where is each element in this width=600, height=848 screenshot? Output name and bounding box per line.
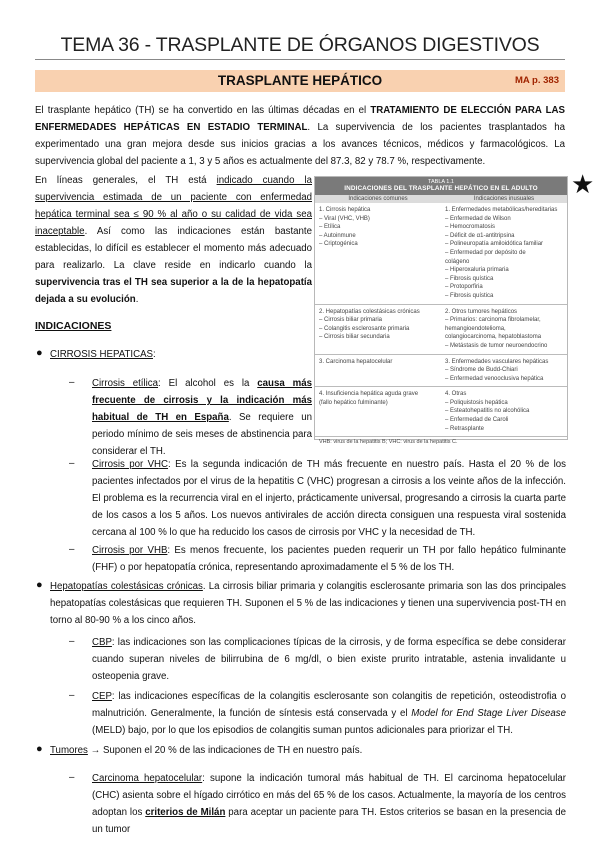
- table-number: TABLA 1.1: [428, 179, 454, 185]
- dash: –: [69, 377, 75, 388]
- dash: –: [69, 458, 75, 469]
- table-cell-right: 2. Otros tumores hepáticos – Primarios: carcinoma fibrolamelar, hemangioendotelioma, colangiocarcinoma, hepatoblastoma – Metástasis de tumor neuroendocrino: [445, 308, 548, 349]
- cirrosis-etilica-item: [92, 375, 312, 460]
- tumores-text: → Suponen el 20 % de las indicaciones de TH en nuestro país.: [87, 745, 363, 756]
- title-divider: [35, 59, 565, 60]
- bullet-dot: ●: [36, 579, 43, 591]
- chc-bold: criterios de Milán: [145, 807, 226, 818]
- dash: –: [69, 690, 75, 701]
- section-title: TRASPLANTE HEPÁTICO: [217, 73, 383, 88]
- p2-text: En líneas generales, el TH está: [35, 175, 217, 186]
- cep-text: : las indicaciones específicas de la colangitis esclerosante son colangitis de repetición, osteodistrofia o malnutrición. Generalmente, la función de síntesis está conservada y el: [92, 691, 566, 719]
- chc-label: Carcinoma hepatocelular: [92, 773, 203, 784]
- cirrosis-label: CIRROSIS HEPATICAS: [50, 349, 153, 360]
- table-row: [315, 305, 567, 355]
- vhc-text: : Es la segunda indicación de TH más frecuente en nuestro país. Hasta el 20 % de los pacientes infectados por el virus de la hepatitis C (VHC) progresan a cirrosis a los veinte años de la infección. El problema es la recurrencia viral en el injerto, prácticamente universal, progresando a cirrosis la cuarta parte de los casos a los 5 años. Los nuevos antivirales de acción directa consiguen una respuesta viral sostenida cercana al 100 % lo que ha reducido los casos de cirrosis por VHC y la necesidad de TH.: [92, 459, 566, 538]
- table-row: [315, 387, 567, 437]
- etilica-bold: causa más frecuente de cirrosis y la indicación más habitual de TH en España: [92, 378, 312, 423]
- intro-bold: TRATAMIENTO DE ELECCIÓN PARA LAS ENFERMEDADES HEPÁTICAS EN ESTADIO TERMINAL: [35, 105, 565, 133]
- table-cell-left: 2. Hepatopatías colestásicas crónicas – Cirrosis biliar primaria – Colangitis esclerosante primaria – Cirrosis biliar secundaria: [319, 308, 420, 341]
- section-header: [35, 70, 565, 92]
- star-icon: ★: [571, 169, 595, 199]
- indication-paragraph: [35, 172, 312, 308]
- cbp-text: : las indicaciones son las complicaciones típicas de la cirrosis, y de forma específica se debe considerar cuando superan niveles de bilirrubina de 6 mg/dl, o bien existe prurito intratable, astenia invalidante u osteopenia grave.: [92, 637, 566, 682]
- intro-text: El trasplante hepático (TH) se ha convertido en las últimas décadas en el: [35, 105, 371, 116]
- cirrosis-vhc-item: [92, 456, 566, 541]
- column-header-unusual: Indicaciones inusuales: [473, 196, 535, 202]
- vhc-label: Cirrosis por VHC: [92, 459, 169, 470]
- chc-text-2: para aceptar un paciente para TH. Estos criterios se basan en la presencia de un tumor: [92, 807, 566, 835]
- chc-item: [92, 770, 566, 838]
- indicaciones-heading: INDICACIONES: [35, 320, 112, 332]
- etilica-label: Cirrosis etílica: [92, 378, 159, 389]
- cbp-label: CBP: [92, 637, 112, 648]
- tumores-bullet: [50, 742, 362, 759]
- table-cell-right: 4. Otras – Poliquistosis hepática – Esteatohepatitis no alcohólica – Enfermedad de Caroli – Retrasplante: [445, 391, 530, 432]
- etilica-text-2: . Se requiere un periodo mínimo de seis meses de abstinencia para considerar el TH.: [92, 412, 312, 457]
- dash: –: [69, 772, 75, 783]
- colestasicas-label: Hepatopatías colestásicas crónicas: [50, 581, 203, 592]
- bullet-dot: ●: [36, 743, 43, 755]
- cep-italic: Model for End Stage Liver Disease: [411, 708, 566, 719]
- cirrosis-bullet: [50, 346, 156, 363]
- table-cell-left: 1. Cirrosis hepática – Viral (VHC, VHB) – Etílica – Autoinmune – Criptogénica: [319, 207, 371, 248]
- intro-paragraph: [35, 102, 565, 170]
- colestasicas-text: . La cirrosis biliar primaria y colangitis esclerosante primaria son las dos principales hepatopatías colestásicas que requieren TH. Suponen el 5 % de las indicaciones y tienen una supervivencia post-TH en torno al 80-90 % a los cinco años.: [50, 581, 566, 626]
- table-cell-left: 4. Insuficiencia hepática aguda grave (fallo hepático fulminante): [319, 391, 419, 406]
- table-body: [315, 203, 567, 437]
- table-row: [315, 203, 567, 305]
- table-header: [315, 177, 567, 195]
- cep-text-2: (MELD) bajo, por lo que los episodios de colangitis suman puntos adicionales para priorizar el TH.: [92, 725, 513, 736]
- p2-text-3: .: [135, 294, 139, 305]
- table-footnote: VHB: virus de la hepatitis B; VHC: virus de la hepatitis C.: [319, 439, 458, 446]
- bullet-dot: ●: [36, 347, 43, 359]
- table-column-headers: [315, 195, 567, 203]
- cirrosis-vhb-item: [92, 542, 566, 576]
- column-header-common: Indicaciones comunes: [348, 196, 408, 202]
- indications-table: [314, 176, 568, 446]
- cep-item: [92, 688, 566, 739]
- p2-bold: supervivencia tras el TH sea superior a la de la hepatopatía dejada a su evolución: [35, 277, 312, 305]
- dash: –: [69, 544, 75, 555]
- table-cell-left: 3. Carcinoma hepatocelular: [319, 358, 393, 365]
- colestasicas-bullet: [50, 578, 566, 629]
- dash: –: [69, 636, 75, 647]
- table-row: [315, 355, 567, 388]
- cep-label: CEP: [92, 691, 112, 702]
- cirrosis-colon: :: [153, 349, 156, 360]
- section-reference: MA p. 383: [515, 75, 559, 86]
- chc-text: : supone la indicación tumoral más habitual de TH. El carcinoma hepatocelular (CHC) asienta sobre el hígado cirrótico en más del 65 % de los casos. Actualmente, la mayoría de los centros adoptan los: [92, 773, 566, 818]
- cbp-item: [92, 634, 566, 685]
- table-cell-right: 3. Enfermedades vasculares hepáticas – Síndrome de Budd-Chiari – Enfermedad venooclusiva hepática: [445, 358, 549, 382]
- page-title: TEMA 36 - TRASPLANTE DE ÓRGANOS DIGESTIVOS: [60, 34, 540, 56]
- tumores-label: Tumores: [50, 745, 88, 756]
- p2-underlined: indicado cuando la supervivencia estimada de un paciente con enfermedad hepática terminal sea ≤ 90 % al año o su calidad de vida sea inaceptable: [35, 175, 312, 237]
- table-title: INDICACIONES DEL TRASPLANTE HEPÁTICO EN EL ADULTO: [344, 185, 538, 192]
- etilica-text: : El alcohol es la: [158, 378, 258, 389]
- vhb-text: : Es menos frecuente, los pacientes pueden requerir un TH por fallo hepático fulminante (FHF) o por hepatopatía crónica, representando aproximadamente el 5 % de los TH.: [92, 545, 566, 573]
- p2-text-2: . Así como las indicaciones están bastante establecidas, lo difícil es establecer el momento más adecuado para realizarlo. La clave reside en indicarlo cuando la: [35, 226, 312, 271]
- table-cell-right: 1. Enfermedades metabólicas/hereditarias – Enfermedad de Wilson – Hemocromatosis – Déficit de α1-antitripsina – Polineuropatía amiloidótica familiar – Enfermedad por depósito de colágeno – Hiperoxaluria primaria – Fibrosis quística – Protoporfiria – Fibrosis quística: [445, 207, 558, 299]
- intro-text-2: . La supervivencia de los pacientes trasplantados ha experimentado una gran mejora desde sus inicios gracias a los avances técnicos, médicos y farmacológicos. La supervivencia global del paciente a 1, 3 y 5 años es actualmente del 87.3, 82 y 78.7 %, respectivamente.: [35, 122, 565, 167]
- vhb-label: Cirrosis por VHB: [92, 545, 168, 556]
